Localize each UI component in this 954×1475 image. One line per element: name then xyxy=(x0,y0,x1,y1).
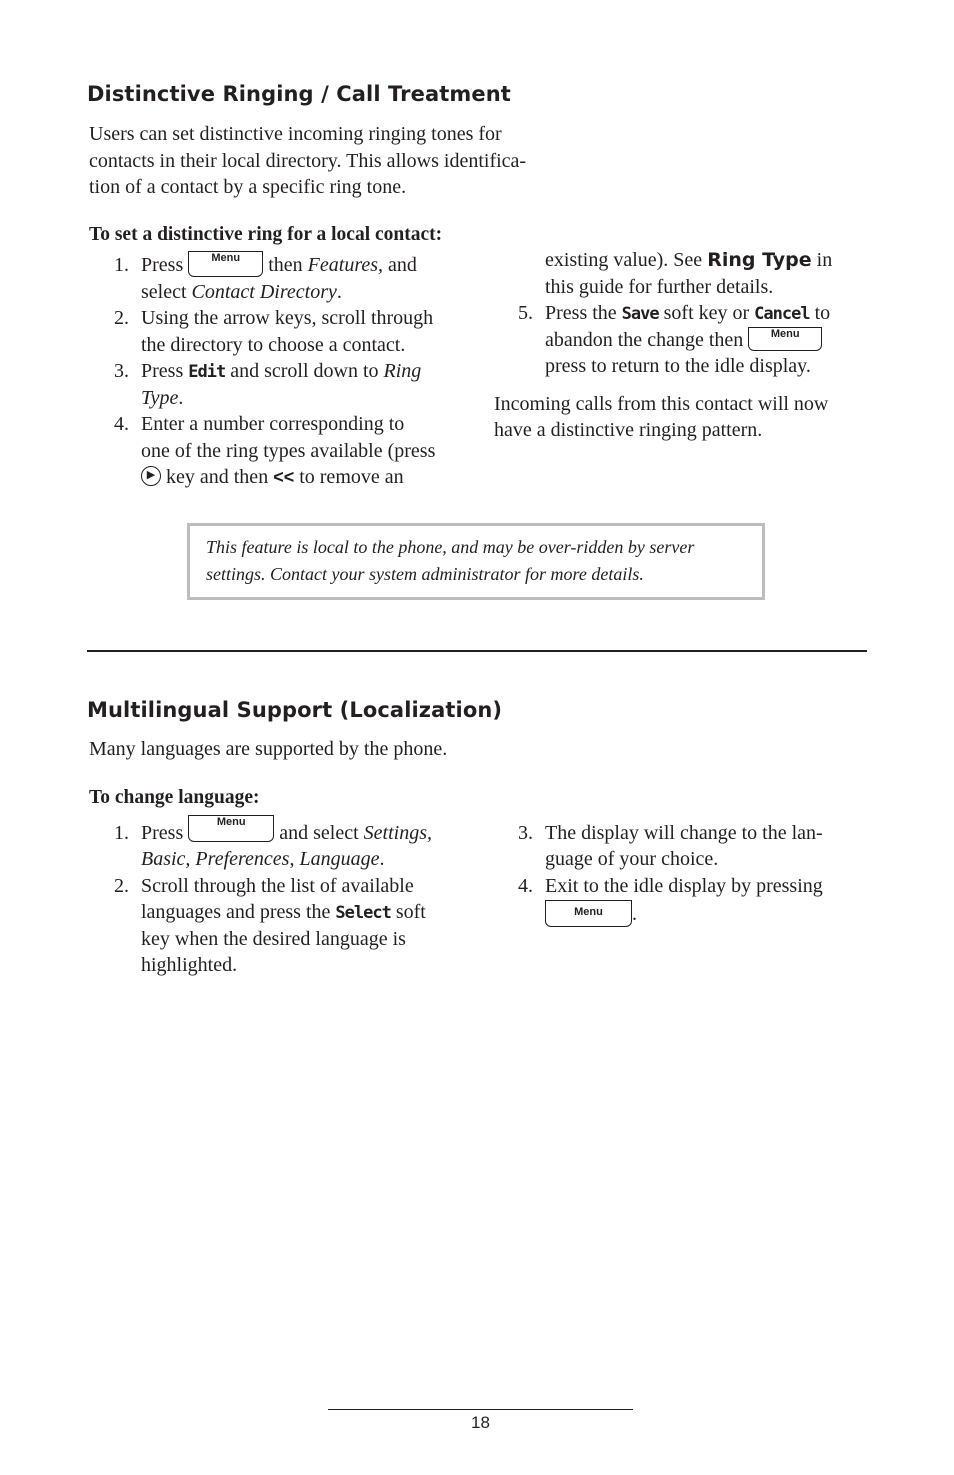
step-1-line1 xyxy=(141,815,432,848)
select-softkey: Select xyxy=(335,903,391,923)
step-text: and scroll down to xyxy=(225,360,384,382)
save-softkey: Save xyxy=(621,304,659,324)
step-5-line3: press to return to the idle display. xyxy=(545,355,811,377)
procedure-title-change-language: To change language: xyxy=(89,787,260,808)
step-5-line1 xyxy=(545,300,830,328)
procedure-title-distinctive-ring: To set a distinctive ring for a local contact: xyxy=(89,224,443,245)
backspace-key: << xyxy=(273,467,295,487)
step-3-line1: The display will change to the lan- xyxy=(545,822,823,844)
step-number: 4. xyxy=(518,875,533,897)
step-text: existing value). See xyxy=(545,249,708,271)
note-line: settings. Contact your system administrator for more details. xyxy=(206,564,644,584)
page-number: 18 xyxy=(471,1413,490,1432)
step-number: 5. xyxy=(518,302,533,324)
step-2-line2: the directory to choose a contact. xyxy=(141,334,406,356)
step-2-line2 xyxy=(141,899,426,927)
contact-directory-path: Contact Directory xyxy=(191,281,337,303)
step-text: and xyxy=(383,254,417,276)
section1-intro xyxy=(89,121,589,201)
step-3-line2 xyxy=(141,385,183,412)
step-4-line2: one of the ring types available (press xyxy=(141,440,436,462)
step-number: 1. xyxy=(114,822,129,844)
step-number: 2. xyxy=(114,875,129,897)
step-text: to remove an xyxy=(294,466,404,488)
step-1-line2 xyxy=(141,279,342,306)
menu-key-icon: Menu xyxy=(545,900,632,927)
edit-softkey: Edit xyxy=(188,362,226,382)
right-arrow-key-icon: ▶ xyxy=(141,466,161,486)
step-1-line2 xyxy=(141,846,384,873)
menu-key-icon: Menu xyxy=(188,815,274,842)
ring-type-reference: Ring Type xyxy=(707,249,812,271)
menu-key-icon: Menu xyxy=(188,251,263,277)
step-text: soft xyxy=(390,901,426,923)
step-4-line2 xyxy=(545,901,637,929)
step-5-line2 xyxy=(545,327,822,354)
note-box xyxy=(187,523,765,600)
step-text: . xyxy=(178,387,184,409)
step-1-line1 xyxy=(141,252,417,279)
step-text: in xyxy=(811,249,833,271)
step-text: abandon the change then xyxy=(545,329,749,351)
step-text: and select xyxy=(274,822,364,844)
step-2-line4: highlighted. xyxy=(141,954,238,976)
step-2-line1: Scroll through the list of available xyxy=(141,875,414,897)
ring-type-path: Type xyxy=(141,387,179,409)
step-number: 3. xyxy=(114,360,129,382)
step-4-line5: this guide for further details. xyxy=(545,276,774,298)
settings-menu-path: Settings, xyxy=(363,822,432,844)
language-menu-path: Basic, Preferences, Language xyxy=(141,848,380,870)
step-text: select xyxy=(141,281,192,303)
step-text: then xyxy=(263,254,308,276)
footer-rule xyxy=(328,1409,633,1410)
intro-line: tion of a contact by a specific ring tone. xyxy=(89,176,407,198)
menu-key-icon: Menu xyxy=(748,327,822,351)
step-text: Press xyxy=(141,254,189,276)
step-4-line4 xyxy=(545,247,832,274)
intro-line: contacts in their local directory. This allows identifica- xyxy=(89,149,527,172)
step-number: 2. xyxy=(114,307,129,329)
step-text: . xyxy=(336,281,342,303)
step-3-line1 xyxy=(141,358,421,386)
section-divider xyxy=(87,650,867,652)
step-text: key and then xyxy=(161,466,274,488)
step-text: Press xyxy=(141,822,189,844)
step-2-line3: key when the desired language is xyxy=(141,928,406,950)
step-number: 3. xyxy=(518,822,533,844)
note-line: This feature is local to the phone, and may be over-ridden by server xyxy=(206,537,695,557)
outro-line: have a distinctive ringing pattern. xyxy=(494,419,763,441)
step-text: to xyxy=(809,302,831,324)
section-title-multilingual: Multilingual Support (Localization) xyxy=(87,698,503,722)
step-number: 1. xyxy=(114,254,129,276)
intro-line: Users can set distinctive incoming ringing tones for xyxy=(89,123,502,145)
step-4-line3 xyxy=(141,464,404,491)
step-4-line1: Exit to the idle display by pressing xyxy=(545,875,823,897)
step-2-line1: Using the arrow keys, scroll through xyxy=(141,307,434,329)
ring-type-path: Ring xyxy=(383,360,422,382)
step-3-line2: guage of your choice. xyxy=(545,848,719,870)
section2-intro: Many languages are supported by the phone. xyxy=(89,738,448,760)
step-text: Press the xyxy=(545,302,622,324)
step-text: . xyxy=(379,848,385,870)
step-text: . xyxy=(632,903,637,925)
features-menu-path: Features, xyxy=(307,254,384,276)
cancel-softkey: Cancel xyxy=(754,304,810,324)
step-number: 4. xyxy=(114,413,129,435)
section-title-distinctive-ringing: Distinctive Ringing / Call Treatment xyxy=(87,82,511,106)
outro-line: Incoming calls from this contact will now xyxy=(494,393,829,415)
step-text: Press xyxy=(141,360,189,382)
step-text: languages and press the xyxy=(141,901,336,923)
step-text: soft key or xyxy=(658,302,755,324)
step-4-line1: Enter a number corresponding to xyxy=(141,413,405,435)
